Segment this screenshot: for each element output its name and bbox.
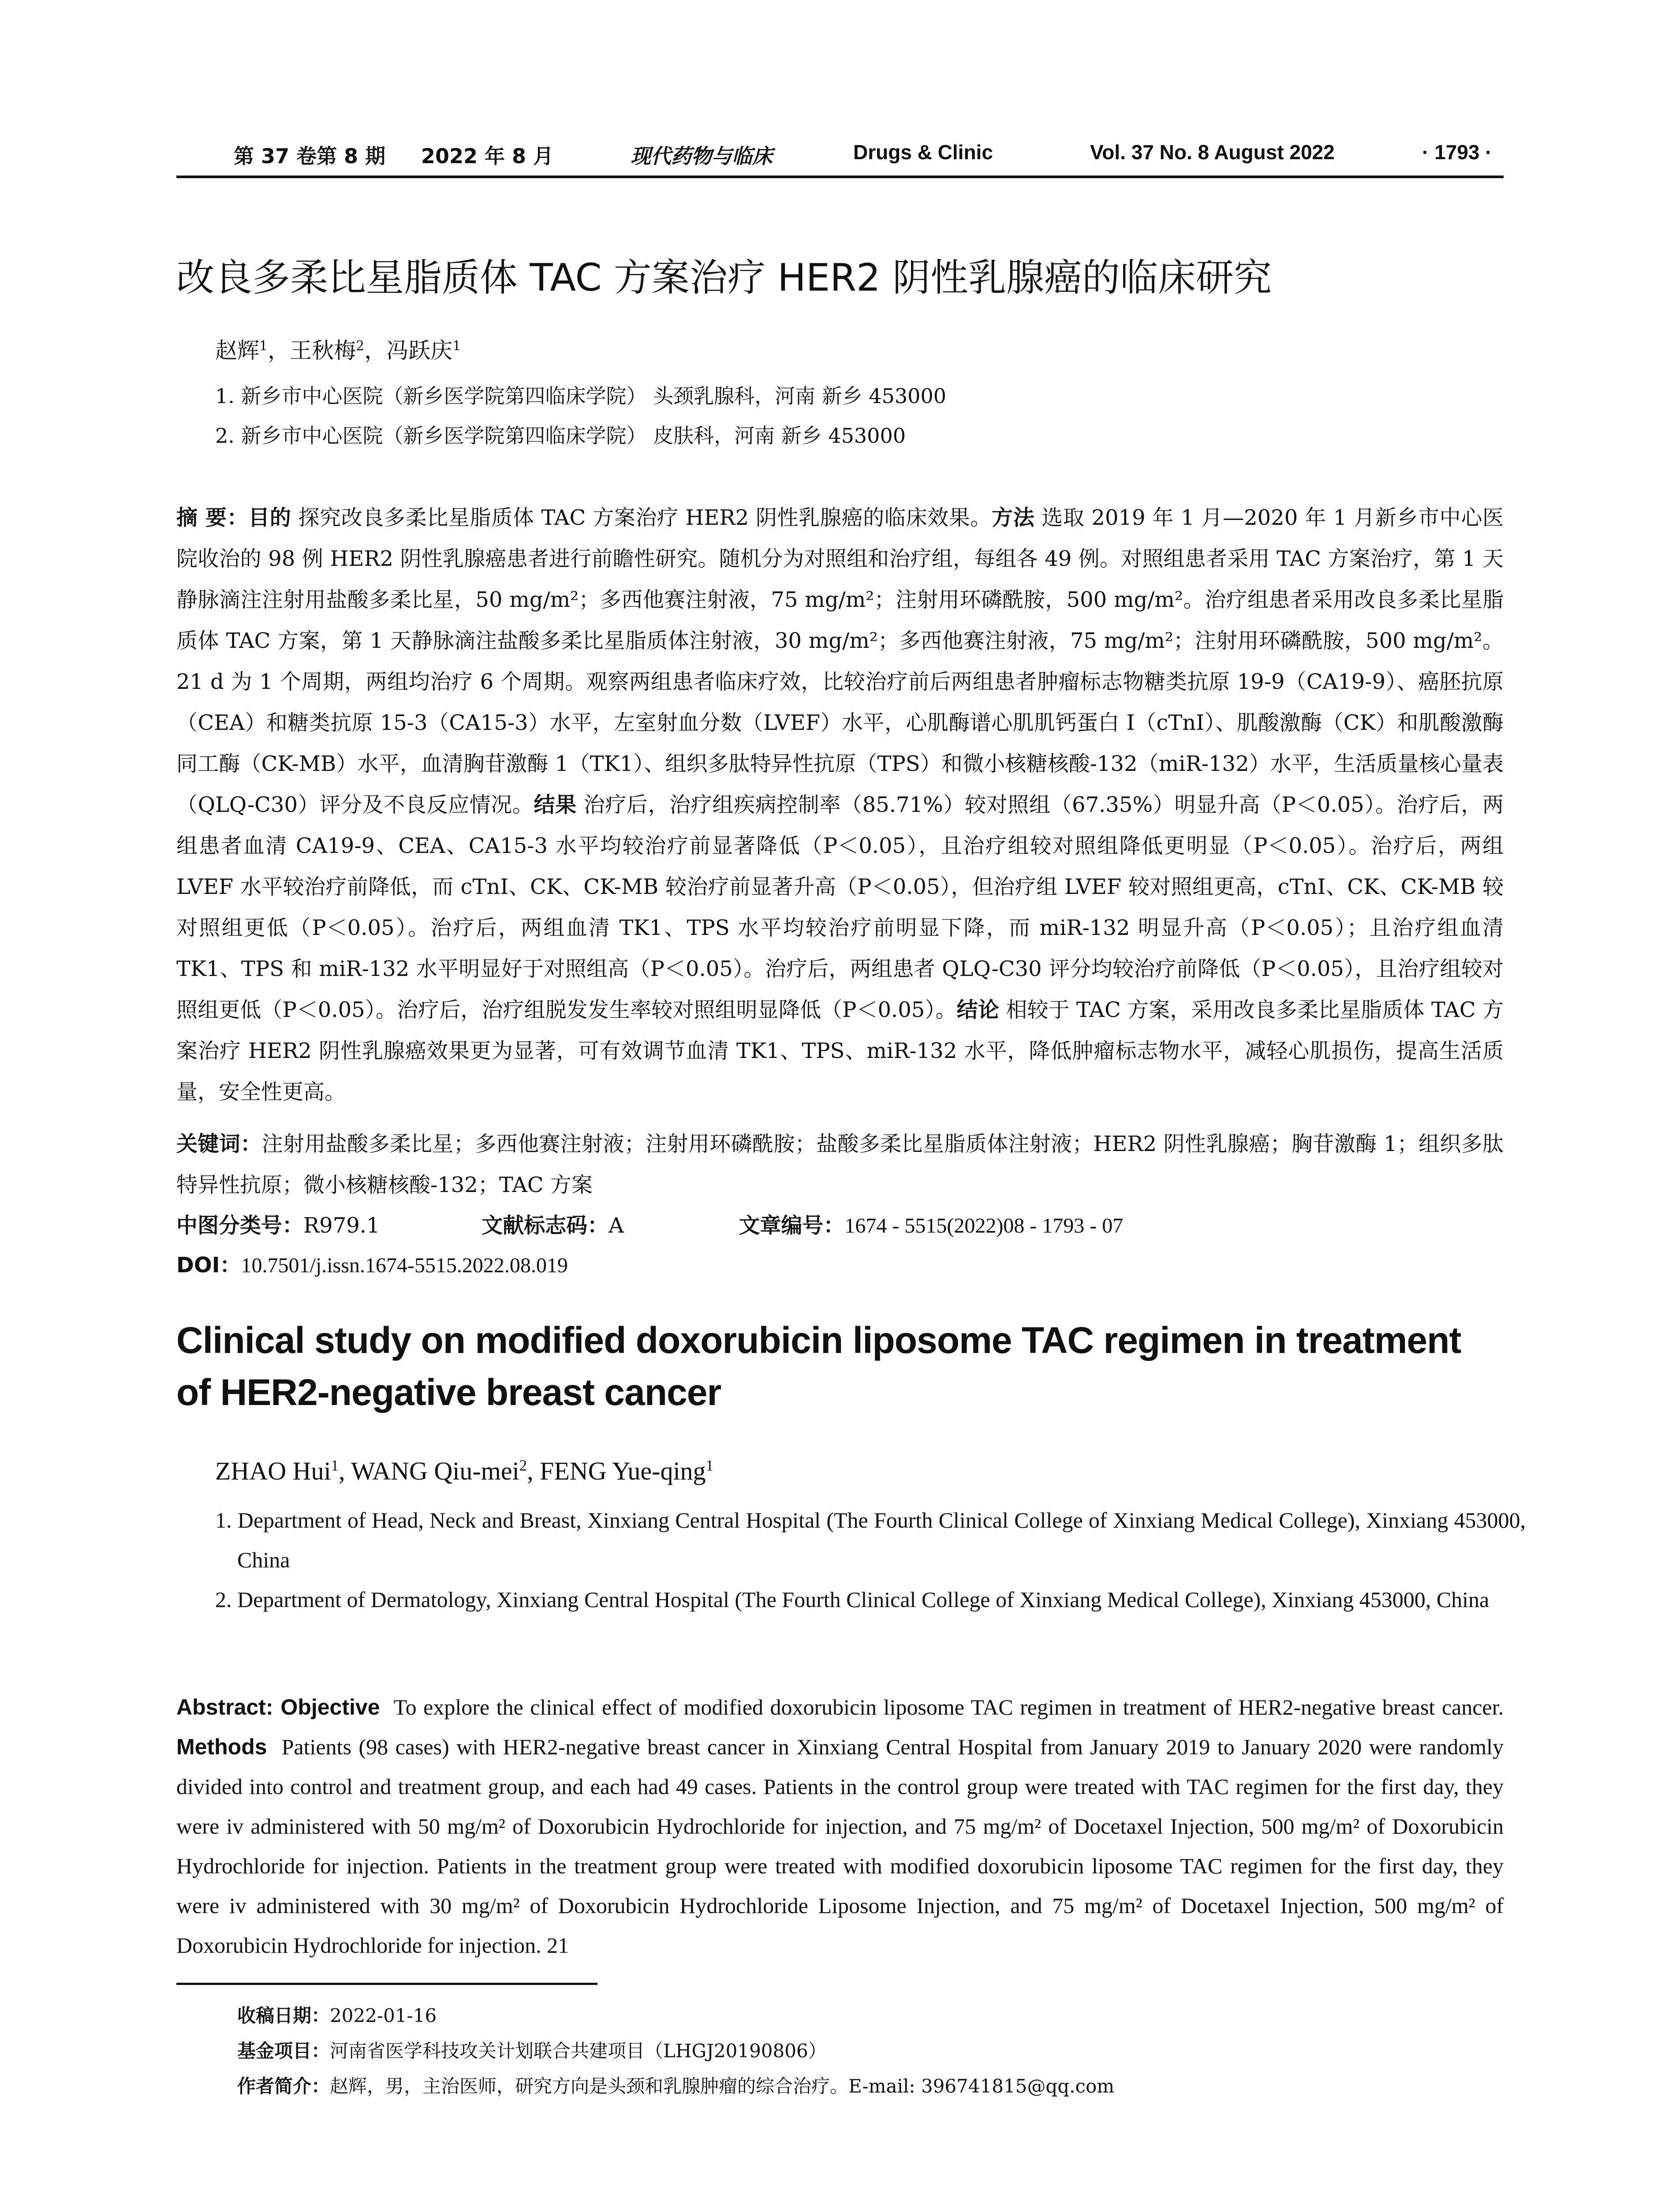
objective-cn: 探究改良多柔比星脂质体 TAC 方案治疗 HER2 阴性乳腺癌的临床效果。 (291, 505, 992, 530)
volume-issue: 第 37 卷第 8 期 (234, 144, 386, 168)
footnote-rule (176, 1983, 597, 1985)
received-date: 2022-01-16 (330, 2005, 437, 2026)
keywords-text-cn: 注射用盐酸多柔比星；多西他赛注射液；注射用环磷酰胺；盐酸多柔比星脂质体注射液；HER2 阴性乳腺癌；胸苷激酶 1；组织多肽特异性抗原；微小核糖核酸-132；TAC 方案 (176, 1132, 1504, 1197)
methods-label-cn: 方法 (992, 505, 1035, 530)
doi-row (176, 1248, 568, 1278)
footnote-fund (237, 2037, 827, 2063)
clc-value: R979.1 (303, 1213, 380, 1238)
doi-value[interactable]: 10.7501/j.issn.1674-5515.2022.08.019 (241, 1254, 568, 1277)
article-number-value: 1674 - 5515(2022)08 - 1793 - 07 (844, 1214, 1124, 1237)
running-header (176, 140, 1504, 171)
results-cn: 治疗后，治疗组疾病控制率（85.71%）较对照组（67.35%）明显升高（P＜0.05）。治疗后，两组患者血清 CA19-9、CEA、CA15-3 水平均较治疗前显著降低（P＜0.05），且治疗组较对照组降低更明显（P＜0.05）。治疗后，两组 LVEF 水平较治疗前降低，而 cTnI、CK、CK-MB 较治疗前显著升高（P＜0.05），但治疗组 LVEF 较对照组更高，cTnI、CK、CK-MB 较对照组更低（P＜0.05）。治疗后，两组血清 TK1、TPS 水平均较治疗前明显下降，而 miR-132 明显升高（P＜0.05）；且治疗组血清 TK1、TPS 和 miR-132 水平明显好于对照组高（P＜0.05）。治疗后，两组患者 QLQ-C30 评分均较治疗前降低（P＜0.05），且治疗组较对照组更低（P＜0.05）。治疗后，治疗组脱发发生率较对照组明显降低（P＜0.05）。 (176, 792, 1504, 1022)
authors-en: ZHAO Hui$^1$, WANG Qiu-mei$^2$, FENG Yue-qing$^1$ (215, 1457, 713, 1485)
author-bio-label: 作者简介： (237, 2075, 330, 2097)
issue-date: 2022 年 8 月 (421, 144, 554, 168)
methods-cn: 选取 2019 年 1 月—2020 年 1 月新乡市中心医院收治的 98 例 HER2 阴性乳腺癌患者进行前瞻性研究。随机分为对照组和治疗组，每组各 49 例。对照组患者采用 TAC 方案治疗，第 1 天静脉滴注注射用盐酸多柔比星，50 mg/m²；多西他赛注射液，75 mg/m²；注射用环磷酰胺，500 mg/m²。治疗组患者采用改良多柔比星脂质体 TAC 方案，第 1 天静脉滴注盐酸多柔比星脂质体注射液，30 mg/m²；多西他赛注射液，75 mg/m²；注射用环磷酰胺，500 mg/m²。21 d 为 1 个周期，两组均治疗 6 个周期。观察两组患者临床疗效，比较治疗前后两组患者肿瘤标志物糖类抗原 19-9（CA19-9）、癌胚抗原（CEA）和糖类抗原 15-3（CA15-3）水平，左室射血分数（LVEF）水平，心肌酶谱心肌肌钙蛋白 I（cTnI）、肌酸激酶（CK）和肌酸激酶同工酶（CK-MB）水平，血清胸苷激酶 1（TK1）、组织多肽特异性抗原（TPS）和微小核糖核酸-132（miR-132）水平，生活质量核心量表（QLQ-C30）评分及不良反应情况。 (176, 505, 1504, 817)
keywords-label-cn: 关键词： (176, 1132, 262, 1156)
methods-label-en: Methods (176, 1734, 267, 1759)
journal-name-cn: 现代药物与临床 (631, 144, 773, 168)
authors-cn (215, 333, 461, 365)
affiliation-cn-2: 2. 新乡市中心医院（新乡医学院第四临床学院） 皮肤科，河南 新乡 453000 (215, 424, 906, 448)
affiliation-en-2: 2. Department of Dermatology, Xinxiang Central Hospital (The Fourth Clinical College of Xinxiang Medical College), Xinxiang 453000, China (215, 1587, 1490, 1612)
doc-code-value: A (609, 1213, 624, 1238)
keywords-cn (176, 1124, 1504, 1206)
doi-label: DOI： (176, 1253, 241, 1278)
fund-text: 河南省医学科技攻关计划联合共建项目（LHGJ20190806） (330, 2040, 827, 2062)
affiliation-en-1: 1. Department of Head, Neck and Breast, Xinxiang Central Hospital (The Fourth Clinical College of Xinxiang Medical College), Xinxiang 453000, China (215, 1508, 1526, 1572)
abstract-label-en: Abstract (176, 1695, 266, 1719)
objective-label-cn: 目的 (248, 505, 291, 530)
footnote-received (237, 2001, 437, 2028)
conclusion-label-cn: 结论 (956, 998, 999, 1022)
clc-label: 中图分类号： (176, 1213, 304, 1238)
affiliation-cn-1: 1. 新乡市中心医院（新乡医学院第四临床学院） 头颈乳腺科，河南 新乡 453000 (215, 384, 946, 408)
abstract-en: Abstract: Objective To explore the clinical effect of modified doxorubicin liposome TAC regimen in treatment of HER2-negative breast cancer. Methods Patients (98 cases) with HER2-negative breast cancer in Xinxiang Central Hospital from January 2019 to January 2020 were randomly divided into control and treatment group, and each had 49 cases. Patients in the control group were treated with TAC regimen for the first day, they were iv administered with 50 mg/m² of Doxorubicin Hydrochloride for injection, and 75 mg/m² of Docetaxel Injection, 500 mg/m² of Doxorubicin Hydrochloride for injection. Patients in the treatment group were treated with modified doxorubicin liposome TAC regimen for the first day, they were iv administered with 30 mg/m² of Doxorubicin Hydrochloride Liposome Injection, and 75 mg/m² of Docetaxel Injection, 500 mg/m² of Doxorubicin Hydrochloride for injection. 21 (176, 1695, 1504, 1958)
page-number: · 1793 · (1422, 141, 1492, 164)
abstract-cn (176, 497, 1504, 1113)
article-title-en: Clinical study on modified doxorubicin liposome TAC regimen in treatment of HER2-negative breast cancer (176, 1319, 1461, 1413)
classification-row (176, 1208, 1123, 1239)
header-rule (176, 176, 1504, 178)
methods-en: Patients (98 cases) with HER2-negative breast cancer in Xinxiang Central Hospital from January 2019 to January 2020 were randomly divided into control and treatment group, and each had 49 cases. Patients in the control group were treated with TAC regimen for the first day, they were iv administered with 50 mg/m² of Doxorubicin Hydrochloride for injection, and 75 mg/m² of Docetaxel Injection, 500 mg/m² of Doxorubicin Hydrochloride for injection. Patients in the treatment group were treated with modified doxorubicin liposome TAC regimen for the first day, they were iv administered with 30 mg/m² of Doxorubicin Hydrochloride Liposome Injection, and 75 mg/m² of Docetaxel Injection, 500 mg/m² of Doxorubicin Hydrochloride for injection. 21 (176, 1734, 1504, 1958)
author-bio-text: 赵辉，男，主治医师，研究方向是头颈和乳腺肿瘤的综合治疗。E-mail: 396741815@qq.com (330, 2075, 1115, 2097)
author-1-cn: 赵辉$^1$，王秋梅$^2$，冯跃庆$^1$ (215, 338, 461, 363)
volume-en: Vol. 37 No. 8 August 2022 (1090, 141, 1335, 164)
article-number-label: 文章编号： (739, 1213, 845, 1238)
article-title-cn: 改良多柔比星脂质体 TAC 方案治疗 HER2 阴性乳腺癌的临床研究 (176, 256, 1272, 300)
abstract-label-cn: 摘 要： (176, 505, 249, 530)
objective-label-en: Objective (280, 1695, 380, 1719)
journal-name-en: Drugs & Clinic (853, 141, 993, 164)
objective-en: To explore the clinical effect of modified doxorubicin liposome TAC regimen in treatment of HER2-negative breast cancer. (393, 1695, 1504, 1719)
received-label: 收稿日期： (237, 2005, 330, 2026)
footnote-author (237, 2072, 1114, 2098)
results-label-cn: 结果 (534, 792, 577, 817)
conclusion-cn: 相较于 TAC 方案，采用改良多柔比星脂质体 TAC 方案治疗 HER2 阴性乳腺癌效果更为显著，可有效调节血清 TK1、TPS、miR-132 水平，降低肿瘤标志物水平，减轻心肌损伤，提高生活质量，安全性更高。 (176, 998, 1504, 1104)
doc-code-label: 文献标志码： (482, 1213, 609, 1238)
fund-label: 基金项目： (237, 2040, 330, 2062)
